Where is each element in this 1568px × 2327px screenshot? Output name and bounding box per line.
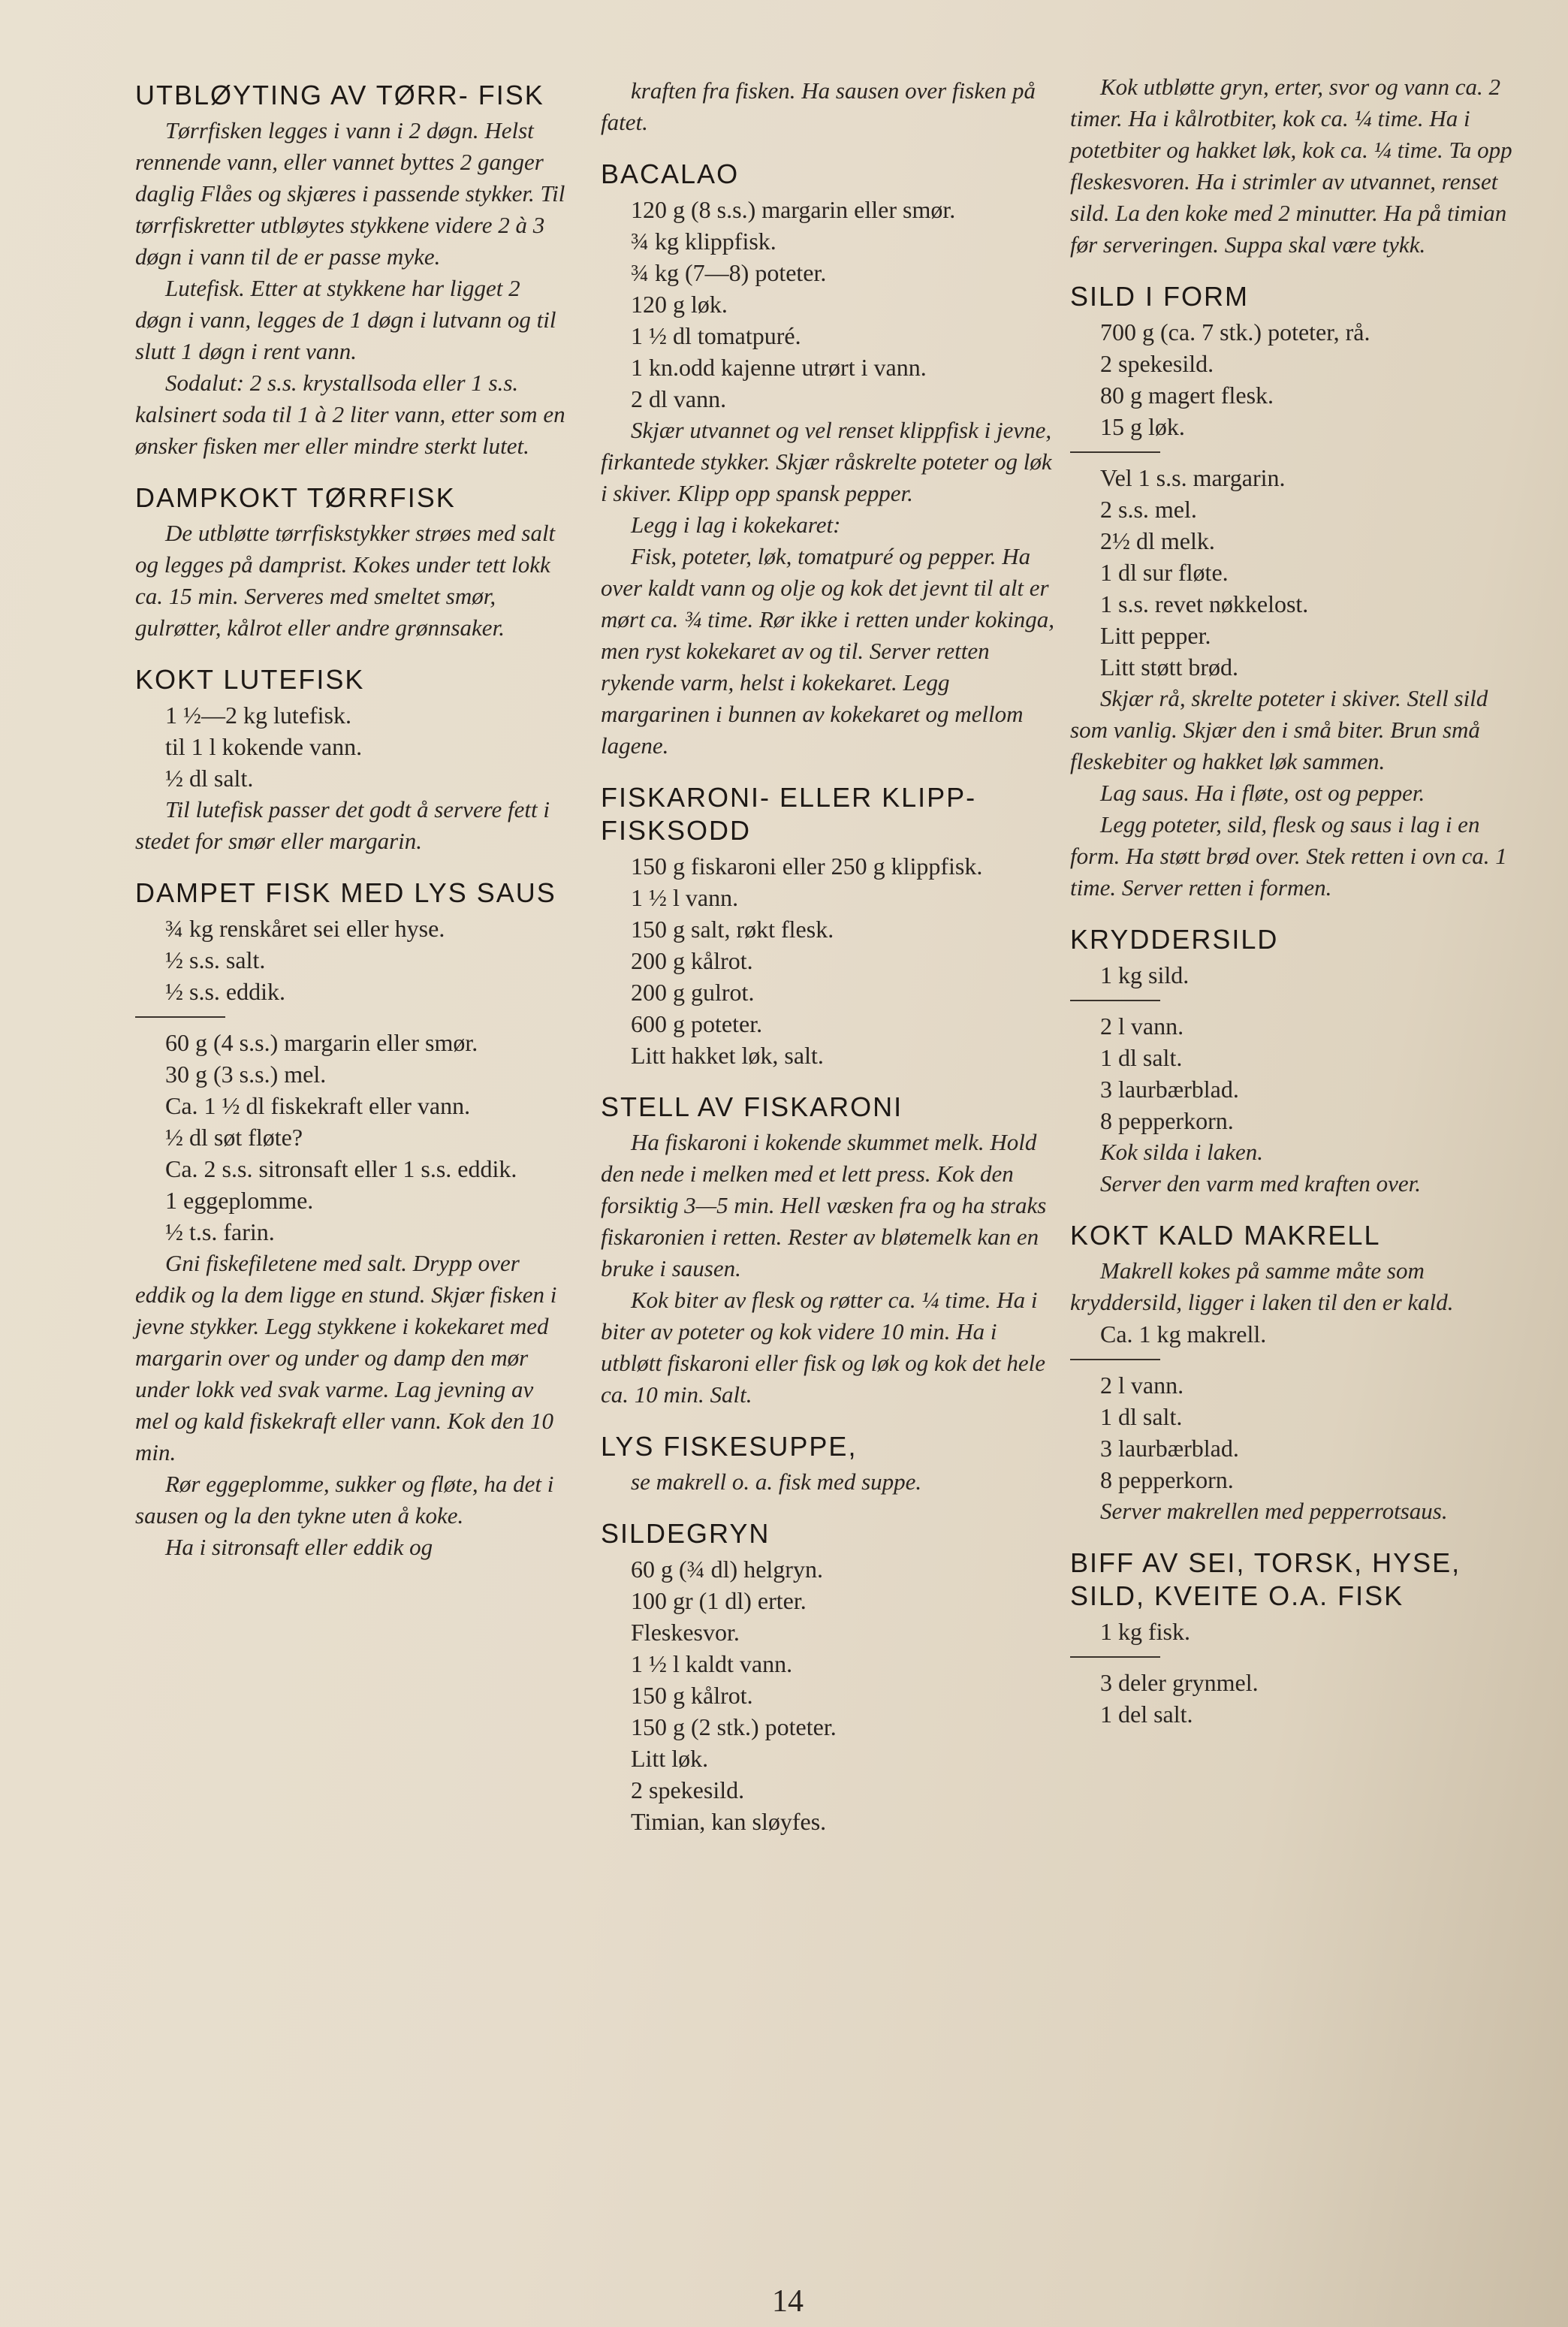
recipe-title: DAMPET FISK MED LYS SAUS — [135, 877, 556, 908]
instruction-paragraph: Tørrfisken legges i vann i 2 døgn. Helst rennende vann, eller vannet byttes 2 ganger daglig Flåes og skjæres i passende stykker. Til tørrfiskretter utbløytes stykkene videre 2 à 3 døgn i vann til de er passe myke. — [135, 117, 565, 270]
recipe-title: BACALAO — [601, 158, 740, 189]
instruction-paragraph: kraften fra fisken. Ha sausen over fisken på fatet. — [601, 77, 1036, 135]
recipe-section — [601, 75, 1059, 138]
recipe-title: DAMPKOKT TØRRFISK — [135, 482, 456, 513]
ingredient-line: 2 l vann. — [1100, 1372, 1184, 1399]
instruction-paragraph: De utbløtte tørrfiskstykker strøes med salt og legges på damprist. Kokes under tett lokk ca. 15 min. Serveres med smeltet smør, gulrøtter, kålrot eller andre grønnsaker. — [135, 520, 556, 641]
ingredient-line: Ca. 2 s.s. sitronsaft eller 1 s.s. eddik. — [165, 1155, 517, 1182]
ingredient-line: ¾ kg (7—8) poteter. — [631, 259, 827, 286]
instruction-paragraph: Server makrellen med pepperrotsaus. — [1100, 1498, 1448, 1524]
instruction-paragraph: Server den varm med kraften over. — [1100, 1170, 1421, 1197]
ingredient-line: 3 laurbærblad. — [1100, 1435, 1239, 1462]
ingredient-line: 2 l vann. — [1100, 1013, 1184, 1040]
recipe-section — [601, 781, 1059, 1071]
divider — [135, 1016, 225, 1018]
recipe-title: UTBLØYTING AV TØRR- FISK — [135, 80, 544, 110]
ingredient-line: 60 g (4 s.s.) margarin eller smør. — [165, 1029, 478, 1056]
instruction-paragraph: Makrell kokes på samme måte som kryddersild, ligger i laken til den er kald. — [1070, 1257, 1454, 1315]
ingredient-line: ¾ kg renskåret sei eller hyse. — [165, 915, 445, 942]
ingredient-line: 100 gr (1 dl) erter. — [631, 1587, 807, 1614]
instruction-paragraph: Skjær utvannet og vel renset klippfisk i jevne, firkantede stykker. Skjær råskrelte poteter og løk i skiver. Klipp opp spansk pepper. — [601, 417, 1052, 506]
ingredient-line: 200 g kålrot. — [631, 947, 753, 974]
instruction-paragraph: Rør eggeplomme, sukker og fløte, ha det i sausen og la den tykne uten å koke. — [135, 1471, 554, 1529]
ingredient-line: 150 g salt, røkt flesk. — [631, 916, 834, 943]
recipe-title: STELL AV FISKARONI — [601, 1091, 903, 1122]
recipe-title: LYS FISKESUPPE, — [601, 1431, 858, 1462]
ingredient-line: 60 g (¾ dl) helgryn. — [631, 1556, 823, 1583]
ingredient-line: 120 g (8 s.s.) margarin eller smør. — [631, 196, 956, 223]
recipe-section — [1070, 923, 1521, 1200]
ingredient-line: 1 kg fisk. — [1100, 1618, 1190, 1645]
column-3 — [1070, 71, 1521, 1749]
instruction-paragraph: Lutefisk. Etter at stykkene har ligget 2 døgn i vann, legges de 1 døgn i lutvann og til slutt 1 døgn i rent vann. — [135, 275, 556, 364]
ingredient-line: ½ s.s. salt. — [165, 946, 266, 973]
ingredient-line: 600 g poteter. — [631, 1010, 763, 1037]
recipe-title: KRYDDERSILD — [1070, 924, 1279, 955]
recipe-title: BIFF AV SEI, TORSK, HYSE, SILD, KVEITE O.A. FISK — [1070, 1547, 1461, 1611]
recipe-section — [1070, 1219, 1521, 1527]
ingredient-line: 3 deler grynmel. — [1100, 1669, 1259, 1696]
instruction-paragraph: Legg i lag i kokekaret: — [631, 512, 841, 538]
ingredient-line: 150 g fiskaroni eller 250 g klippfisk. — [631, 853, 983, 880]
ingredient-line: 1 ½ l kaldt vann. — [631, 1650, 793, 1677]
recipe-section — [1070, 71, 1521, 261]
column-1 — [135, 79, 567, 1583]
instruction-paragraph: Lag saus. Ha i fløte, ost og pepper. — [1100, 780, 1425, 806]
ingredient-line: 8 pepperkorn. — [1100, 1107, 1234, 1134]
instruction-paragraph: Ha i sitronsaft eller eddik og — [165, 1534, 433, 1560]
ingredient-line: 1 eggeplomme. — [165, 1187, 314, 1214]
divider — [1070, 1656, 1160, 1658]
instruction-paragraph: Legg poteter, sild, flesk og saus i lag i en form. Ha støtt brød over. Stek retten i ovn ca. 1 time. Server retten i formen. — [1070, 811, 1507, 901]
ingredient-line: 1 kn.odd kajenne utrørt i vann. — [631, 354, 927, 381]
ingredient-line: Litt hakket løk, salt. — [631, 1042, 824, 1069]
ingredient-line: 200 g gulrot. — [631, 979, 755, 1006]
divider — [1070, 1359, 1160, 1360]
instruction-paragraph: Kok utbløtte gryn, erter, svor og vann ca. 2 timer. Ha i kålrotbiter, kok ca. ¼ time. Ha i potetbiter og hakket løk, kok ca. ¼ time. Ta opp fleskesvoren. Ha i strimler av utvannet, renset sild. La den koke med 2 minutter. Ha på timian før serveringen. Suppa skal være tykk. — [1070, 74, 1512, 258]
recipe-section — [1070, 280, 1521, 904]
recipe-section — [135, 481, 567, 644]
recipe-section — [601, 1091, 1059, 1411]
ingredient-line: 2½ dl melk. — [1100, 527, 1215, 554]
divider — [1070, 451, 1160, 453]
ingredient-line: 1 dl sur fløte. — [1100, 559, 1229, 586]
ingredient-line: 8 pepperkorn. — [1100, 1466, 1234, 1493]
ingredient-line: 700 g (ca. 7 stk.) poteter, rå. — [1100, 318, 1370, 346]
ingredient-line: 1 s.s. revet nøkkelost. — [1100, 590, 1309, 617]
instruction-paragraph: Skjær rå, skrelte poteter i skiver. Stell sild som vanlig. Skjær den i små biter. Brun små fleskebiter og hakket løk sammen. — [1070, 685, 1488, 774]
ingredient-line: 1 dl salt. — [1100, 1044, 1183, 1071]
ingredient-line: 2 s.s. mel. — [1100, 496, 1197, 523]
ingredient-line: 2 spekesild. — [631, 1776, 745, 1803]
recipe-section — [601, 1517, 1059, 1837]
recipe-title: SILD I FORM — [1070, 281, 1250, 312]
ingredient-line: Ca. 1 ½ dl fiskekraft eller vann. — [165, 1092, 471, 1119]
recipe-title: SILDEGRYN — [601, 1518, 770, 1549]
recipe-section — [135, 663, 567, 857]
ingredient-line: 150 g (2 stk.) poteter. — [631, 1713, 837, 1740]
ingredient-line: ½ dl salt. — [165, 765, 254, 792]
ingredient-line: 15 g løk. — [1100, 413, 1185, 440]
recipe-title: KOKT LUTEFISK — [135, 664, 365, 695]
ingredient-line: Ca. 1 kg makrell. — [1100, 1320, 1267, 1348]
recipe-title: FISKARONI- ELLER KLIPP- FISKSODD — [601, 782, 977, 846]
ingredient-line: Litt støtt brød. — [1100, 653, 1238, 681]
recipe-title: KOKT KALD MAKRELL — [1070, 1220, 1381, 1251]
ingredient-line: Litt løk. — [631, 1745, 709, 1772]
recipe-section — [1070, 1547, 1521, 1730]
ingredient-line: 1 kg sild. — [1100, 961, 1190, 988]
divider — [1070, 1000, 1160, 1001]
ingredient-line: Litt pepper. — [1100, 622, 1211, 649]
column-2 — [601, 75, 1059, 1857]
recipe-section — [601, 158, 1059, 762]
ingredient-line: til 1 l kokende vann. — [165, 733, 363, 760]
cross-reference: se makrell o. a. fisk med suppe. — [631, 1468, 922, 1495]
instruction-paragraph: Kok silda i laken. — [1100, 1139, 1263, 1165]
ingredient-line: 1 dl salt. — [1100, 1403, 1183, 1430]
recipe-section — [135, 79, 567, 462]
instruction-paragraph: Gni fiskefiletene med salt. Drypp over eddik og la dem ligge en stund. Skjær fisken i jevne stykker. Legg stykkene i kokekaret med margarin over og under og damp den mør under lokk ved svak varme. Lag jevning av mel og kald fiskekraft eller vann. Kok den 10 min. — [135, 1250, 557, 1465]
ingredient-line: 1 ½ l vann. — [631, 884, 739, 911]
recipe-section — [601, 1430, 1059, 1498]
instruction-paragraph: Ha fiskaroni i kokende skummet melk. Hold den nede i melken med et lett press. Kok den forsiktig 3—5 min. Hell væsken fra og ha straks fiskaronien i retten. Rester av bløtemelk kan en bruke i sausen. — [601, 1129, 1047, 1281]
ingredient-line: 150 g kålrot. — [631, 1682, 753, 1709]
instruction-paragraph: Sodalut: 2 s.s. krystallsoda eller 1 s.s. kalsinert soda til 1 à 2 liter vann, etter som en ønsker fisken mer eller mindre sterkt lutet. — [135, 370, 565, 459]
ingredient-line: 1 del salt. — [1100, 1701, 1193, 1728]
instruction-paragraph: Fisk, poteter, løk, tomatpuré og pepper. Ha over kaldt vann og olje og kok det jevnt til alt er mørt ca. ¾ time. Rør ikke i retten under kokinga, men ryst kokekaret av og til. Server retten rykende varm, helst i kokekaret. Legg margarinen i bunnen av kokekaret og mellom lagene. — [601, 543, 1055, 759]
ingredient-line: ½ t.s. farin. — [165, 1218, 275, 1245]
ingredient-line: 3 laurbærblad. — [1100, 1076, 1239, 1103]
recipe-section — [135, 877, 567, 1563]
ingredient-line: ½ s.s. eddik. — [165, 978, 285, 1005]
ingredient-line: 2 spekesild. — [1100, 350, 1214, 377]
instruction-paragraph: Kok biter av flesk og røtter ca. ¼ time. Ha i biter av poteter og kok videre 10 min. Ha i utbløtt fiskaroni eller fisk og løk og kok det hele ca. 10 min. Salt. — [601, 1287, 1046, 1408]
ingredient-line: 2 dl vann. — [631, 385, 727, 412]
ingredient-line: 1 ½ dl tomatpuré. — [631, 322, 801, 349]
ingredient-line: 120 g løk. — [631, 291, 728, 318]
ingredient-line: Fleskesvor. — [631, 1619, 740, 1646]
ingredient-line: 1 ½—2 kg lutefisk. — [165, 702, 351, 729]
page-number: 14 — [772, 2284, 804, 2319]
ingredient-line: 30 g (3 s.s.) mel. — [165, 1061, 327, 1088]
ingredient-line: ½ dl søt fløte? — [165, 1124, 303, 1151]
ingredient-line: Vel 1 s.s. margarin. — [1100, 464, 1286, 491]
ingredient-line: Timian, kan sløyfes. — [631, 1808, 827, 1835]
ingredient-line: ¾ kg klippfisk. — [631, 228, 776, 255]
instruction-paragraph: Til lutefisk passer det godt å servere fett i stedet for smør eller margarin. — [135, 796, 550, 854]
ingredient-line: 80 g magert flesk. — [1100, 382, 1274, 409]
